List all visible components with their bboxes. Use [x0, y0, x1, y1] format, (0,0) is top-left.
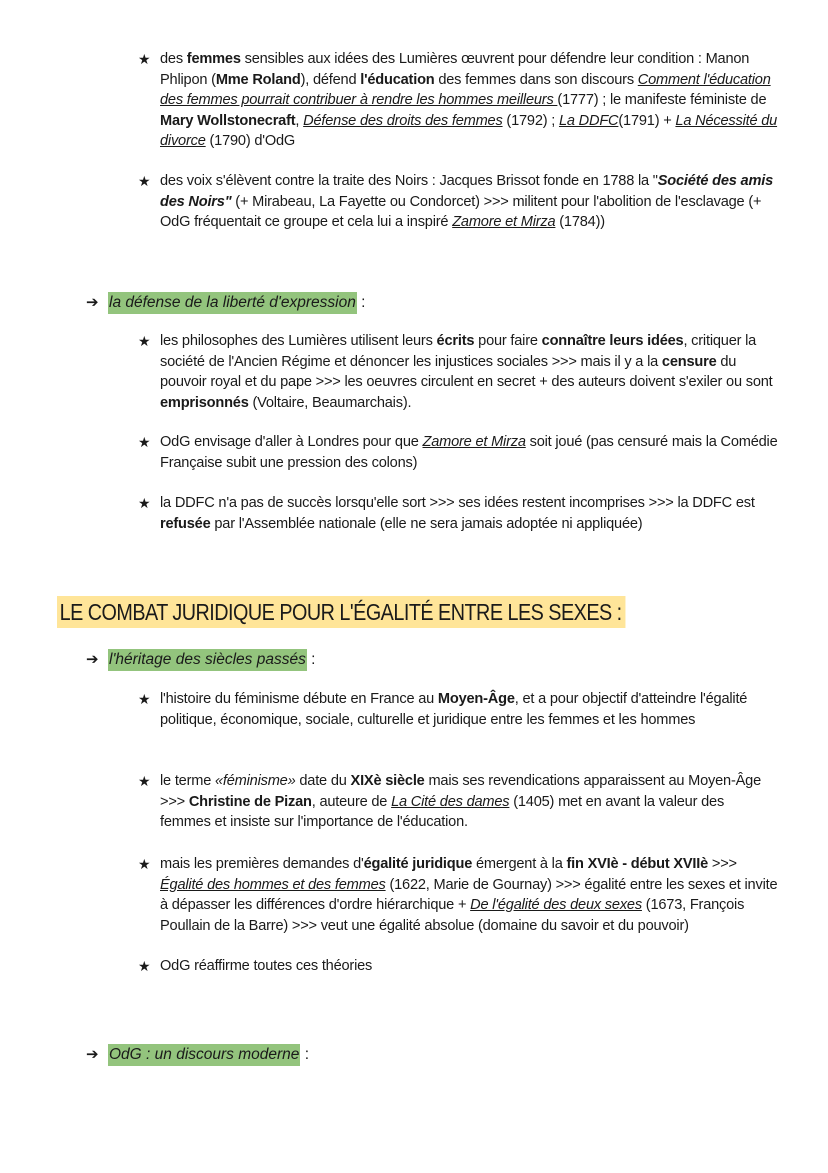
- bullet-text: des femmes sensibles aux idées des Lumières œuvrent pour défendre leur condition : Manon Phlipon (Mme Roland), défend l'éducation des femmes dans son discours Comment l'éducation des femmes pourrait contribuer à rendre les hommes meilleurs (1777) ; le manifeste féministe de Mary Wollstonecraft, Défense des droits des femmes (1792) ; La DDFC(1791) + La Nécessité du divorce (1790) d'OdG: [160, 51, 778, 149]
- subheading-liberte: ➔ la défense de la liberté d'expression :: [86, 292, 365, 314]
- bullet-text: des voix s'élèvent contre la traite des Noirs : Jacques Brissot fonde en 1788 la "Société des amis des Noirs" (+ Mirabeau, La Fayette ou Condorcet) >>> militent pour l'abolition de l'esclavage (+ OdG fréquentait ce groupe et cela lui a inspiré Zamore et Mirza (1784)): [160, 173, 773, 230]
- bullet-item-reaffirme: [138, 956, 778, 977]
- bullet-text: mais les premières demandes d'égalité juridique émergent à la fin XVIè - début XVIIè >>> Égalité des hommes et des femmes (1622, Marie de Gournay) >>> égalité entre les sexes et invite à dépasser les différences d'ordre hiérarchique + De l'égalité des deux sexes (1673, François Poullain de la Barre) >>> veut une égalité absolue (domaine du savoir et du pouvoir): [160, 856, 778, 934]
- bullet-item-ddfc: [138, 493, 778, 534]
- bullet-text: OdG réaffirme toutes ces théories: [160, 958, 373, 974]
- book-title: Comment l'éducation des femmes pourrait contribuer à rendre les hommes meilleurs: [160, 71, 771, 108]
- star-bullet-icon: ★: [138, 958, 151, 974]
- book-title: La DDFC: [558, 112, 619, 129]
- star-bullet-icon: ★: [138, 173, 151, 189]
- book-title: La Cité des dames: [391, 793, 510, 810]
- bullet-text: OdG envisage d'aller à Londres pour que Zamore et Mirza soit joué (pas censuré mais la Comédie Française subit une pression des colons): [160, 434, 778, 471]
- bullet-item-ecrits: [138, 331, 778, 413]
- bullet-item-egalite: [138, 854, 778, 936]
- arrow-right-icon: ➔: [86, 651, 99, 668]
- star-bullet-icon: ★: [138, 51, 151, 67]
- book-title: Défense des droits des femmes: [303, 112, 503, 129]
- bullet-text: le terme «féminisme» date du XIXè siècle mais ses revendications apparaissent au Moyen-Âge >>> Christine de Pizan, auteure de La Cité des dames (1405) met en avant la valeur des femmes et insiste sur l'importance de l'éducation.: [160, 773, 761, 830]
- subheading-moderne: ➔ OdG : un discours moderne :: [86, 1044, 309, 1066]
- arrow-right-icon: ➔: [86, 294, 99, 311]
- bullet-item-femmes: [138, 49, 778, 152]
- bullet-item-terme: [138, 771, 778, 833]
- bullet-item-noirs: [138, 171, 778, 233]
- book-title: Égalité des hommes et des femmes: [160, 876, 386, 893]
- star-bullet-icon: ★: [138, 495, 151, 511]
- star-bullet-icon: ★: [138, 773, 151, 789]
- bullet-item-histoire: [138, 689, 778, 730]
- subheading-heritage: ➔ l'héritage des siècles passés :: [86, 649, 315, 671]
- book-title: De l'égalité des deux sexes: [470, 897, 642, 913]
- section-heading: LE COMBAT JURIDIQUE POUR L'ÉGALITÉ ENTRE LES SEXES :: [57, 596, 625, 628]
- star-bullet-icon: ★: [138, 434, 151, 450]
- bullet-item-londres: [138, 432, 778, 473]
- star-bullet-icon: ★: [138, 333, 151, 349]
- arrow-right-icon: ➔: [86, 1046, 99, 1063]
- star-bullet-icon: ★: [138, 691, 151, 707]
- bullet-text: la DDFC n'a pas de succès lorsqu'elle sort >>> ses idées restent incomprises >>> la DDFC est refusée par l'Assemblée nationale (elle ne sera jamais adoptée ni appliquée): [160, 495, 755, 532]
- bullet-text: les philosophes des Lumières utilisent leurs écrits pour faire connaître leurs idées, critiquer la société de l'Ancien Régime et dénoncer les injustices sociales >>> mais il y a la censure du pouvoir royal et du pape >>> les oeuvres circulent en secret + des auteurs doivent s'exiler ou sont emprisonnés (Voltaire, Beaumarchais).: [160, 333, 773, 411]
- book-title: La Nécessité du divorce: [160, 112, 778, 149]
- book-title: Zamore et Mirza: [452, 214, 556, 230]
- bullet-text: l'histoire du féminisme débute en France au Moyen-Âge, et a pour objectif d'atteindre l'égalité politique, économique, sociale, culturelle et juridique entre les femmes et les hommes: [160, 691, 748, 728]
- star-bullet-icon: ★: [138, 856, 151, 872]
- book-title: Zamore et Mirza: [422, 434, 526, 450]
